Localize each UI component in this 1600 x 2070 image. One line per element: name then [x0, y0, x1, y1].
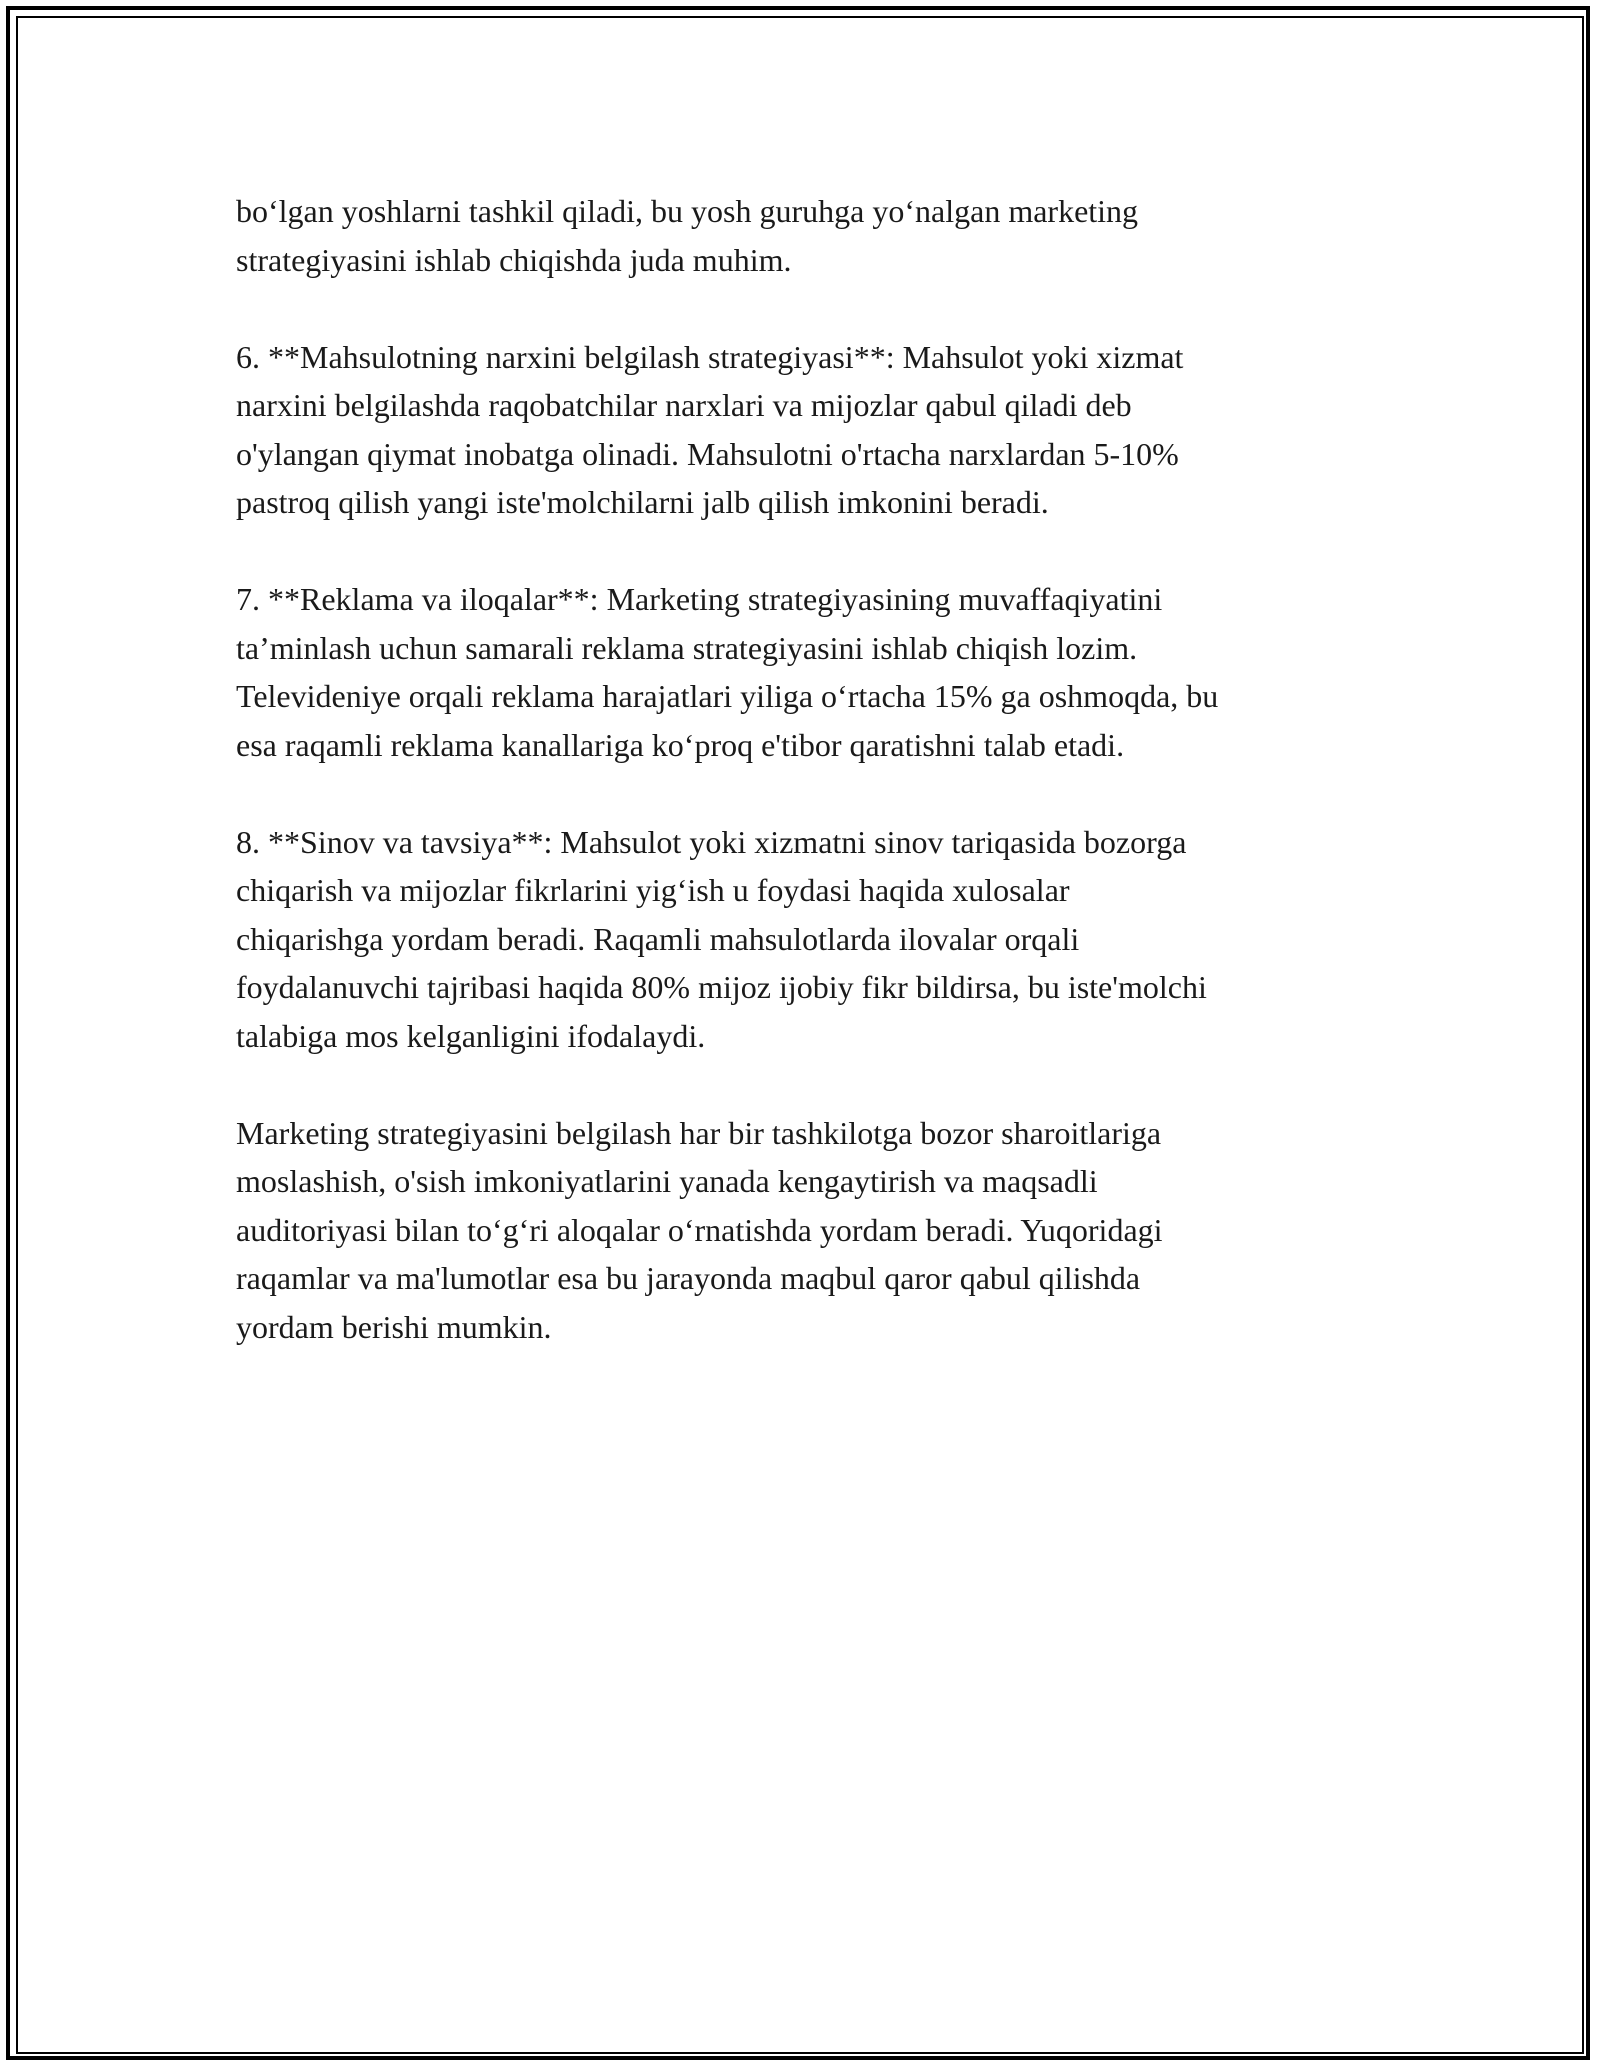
paragraph-conclusion: Marketing strategiyasini belgilash har bir tashkilotga bozor sharoitlariga moslashish, o'sish imkoniyatlarini yanada kengaytirish va maqsadli auditoriyasi bilan to‘g‘ri aloqalar o‘rnatishda yordam beradi. Yuqoridagi raqamlar va ma'lumotlar esa bu jarayonda maqbul qaror qabul qilishda yordam berishi mumkin. — [236, 1114, 1163, 1345]
paragraph-advertising: 7. **Reklama va iloqalar**: Marketing strategiyasining muvaffaqiyatini ta’minlash uchun samarali reklama strategiyasini ishlab chiqish lozim. Televideniye orqali reklama harajatlari yiliga o‘rtacha 15% ga oshmoqda, bu esa raqamli reklama kanallariga ko‘proq e'tibor qaratishni talab etadi. — [236, 581, 1219, 763]
paragraph-testing: 8. **Sinov va tavsiya**: Mahsulot yoki xizmatni sinov tariqasida bozorga chiqarish va mijozlar fikrlarini yig‘ish u foydasi haqida xulosalar chiqarishga yordam beradi. Raqamli mahsulotlarda ilovalar orqali foydalanuvchi tajribasi haqida 80% mijoz ijobiy fikr bildirsa, bu iste'molchi talabiga mos kelganligini ifodalaydi. — [236, 823, 1207, 1054]
paragraph-pricing-strategy: 6. **Mahsulotning narxini belgilash strategiyasi**: Mahsulot yoki xizmat narxini belgilashda raqobatchilar narxlari va mijozlar qabul qiladi deb o'ylangan qiymat inobatga olinadi. Mahsulotni o'rtacha narxlardan 5-10% pastroq qilish yangi iste'molchilarni jalb qilish imkonini beradi. — [236, 338, 1184, 520]
paragraph-continuation: bo‘lgan yoshlarni tashkil qiladi, bu yosh guruhga yo‘nalgan marketing strategiyasini ishlab chiqishda juda muhim. — [236, 193, 1139, 278]
document-body — [236, 187, 1376, 1400]
